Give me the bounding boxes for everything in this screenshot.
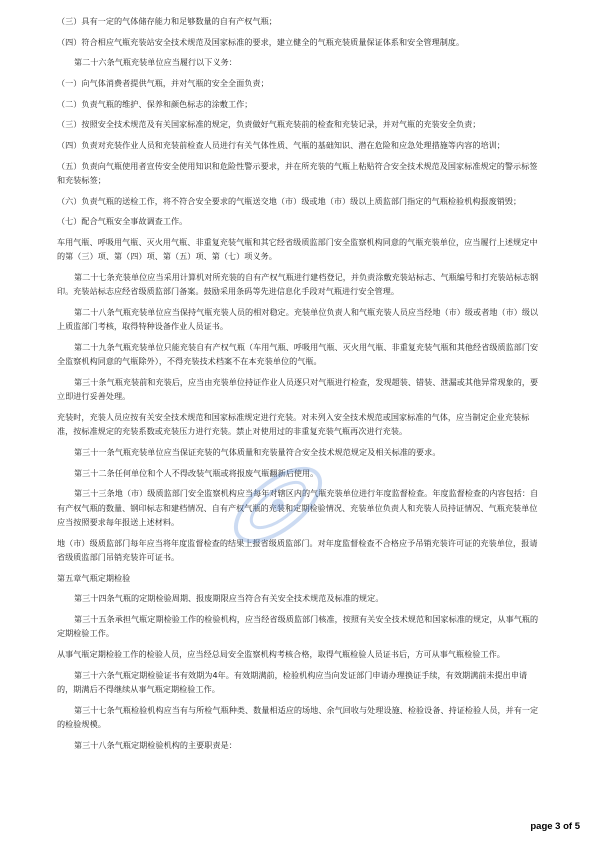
paragraph: 第二十七条充装单位应当采用计算机对所充装的自有产权气瓶进行建档登记，并负责涂敷充装站标志、气瓶编号和打充装站标志钢印。充装站标志应经省级质监部门备案。鼓励采用条码等先进信息化手段对气瓶进行安全管理。 bbox=[57, 272, 539, 297]
paragraph: 第三十二条任何单位和个人不得改装气瓶或将报废气瓶翻新后使用。 bbox=[74, 467, 319, 478]
paragraph: （五）负责向气瓶使用者宣传安全使用知识和危险性警示要求，并在所充装的气瓶上粘贴符合安全技术规范及国家标准规定的警示标签和充装标签； bbox=[57, 160, 538, 186]
paragraph: 第三十条气瓶充装前和充装后，应当由充装单位持证作业人员逐只对气瓶进行检查，发现超装、错装、泄漏或其他异常现象的，要立即进行妥善处理。 bbox=[57, 377, 539, 402]
paragraph: （三）具有一定的气体储存能力和足够数量的自有产权气瓶； bbox=[57, 16, 277, 26]
paragraph: （一）向气体消费者提供气瓶，并对气瓶的安全全面负责； bbox=[57, 78, 269, 89]
paragraph: 从事气瓶定期检验工作的检验人员，应当经总局安全监察机构考核合格，取得气瓶检验人员证书后，方可从事气瓶检验工作。 bbox=[57, 649, 505, 660]
paragraph: （四）负责对充装作业人员和充装前检查人员进行有关气体性质、气瓶的基础知识、潜在危险和应急处理措施等内容的培训； bbox=[57, 140, 505, 151]
paragraph: （六）负责气瓶的送检工作，将不符合安全要求的气瓶送交地（市）级或地（市）级以上质监部门指定的气瓶检验机构报废销毁； bbox=[57, 195, 522, 206]
paragraph: 第三十三条地（市）级质监部门安全监察机构应当每年对辖区内的气瓶充装单位进行年度监督检查。年度监督检查的内容包括：自有产权气瓶的数量、钢印标志和建档情况、自有产权气瓶的充装和定期检验情况、充装单位负责人和充装人员持证情况、气瓶充装单位应当按照要求每年报送上述材料。 bbox=[57, 488, 539, 528]
paragraph: 第三十四条气瓶的定期检验周期、报废期限应当符合有关安全技术规范及标准的规定。 bbox=[74, 593, 384, 604]
paragraph: 第二十九条气瓶充装单位只能充装自有产权气瓶（车用气瓶、呼吸用气瓶、灭火用气瓶、非重复充装气瓶和其他经省级质监部门安全监察机构同意的气瓶除外），不得充装技术档案不在本充装单位的气瓶。 bbox=[57, 342, 539, 367]
paragraph: 充装时，充装人员应按有关安全技术规范和国家标准规定进行充装。对未列入安全技术规范或国家标准的气体，应当制定企业充装标准，按标准规定的充装系数或充装压力进行充装。禁止对使用过的非重复充装气瓶再次进行充装。 bbox=[57, 412, 530, 437]
paragraph: （七）配合气瓶安全事故调查工作。 bbox=[57, 216, 188, 227]
paragraph: 第二十八条气瓶充装单位应当保持气瓶充装人员的相对稳定。充装单位负责人和气瓶充装人员应当经地（市）级或者地（市）级以上质监部门考核，取得特种设备作业人员证书。 bbox=[57, 307, 539, 332]
paragraph: 地（市）级质监部门每年应当将年度监督检查的结果上报省级质监部门。对年度监督检查不合格应予吊销充装许可证的充装单位，报请省级质监部门吊销充装许可证书。 bbox=[57, 537, 538, 563]
paragraph: 第三十五条承担气瓶定期检验工作的检验机构，应当经省级质监部门核准，按照有关安全技术规范和国家标准的规定，从事气瓶的定期检验工作。 bbox=[57, 614, 539, 639]
paragraph: 第三十一条气瓶充装单位应当保证充装的气体质量和充装量符合安全技术规范规定及相关标准的要求。 bbox=[74, 447, 441, 458]
paragraph: （四）符合相应气瓶充装站安全技术规范及国家标准的要求，建立健全的气瓶充装质量保证体系和安全管理制度。 bbox=[57, 36, 465, 47]
paragraph: 第三十六条气瓶定期检验证书有效期为4年。有效期满前，检验机构应当向发证部门申请办理换证手续，有效期满前未提出申请的，期满后不得继续从事气瓶定期检验工作。 bbox=[57, 669, 528, 695]
paragraph: 第二十六条气瓶充装单位应当履行以下义务： bbox=[74, 57, 237, 68]
page-number: page 3 of 5 bbox=[530, 821, 580, 832]
paragraph: 第三十七条气瓶检验机构应当有与所检气瓶种类、数量相适应的场地、余气回收与处理设施、检验设备、持证检验人员，并有一定的检验规模。 bbox=[57, 704, 539, 730]
paragraph: 第五章气瓶定期检验 bbox=[57, 572, 131, 583]
document-body bbox=[57, 14, 542, 758]
paragraph: （三）按照安全技术规范及有关国家标准的规定，负责做好气瓶充装前的检查和充装记录，并对气瓶的充装安全负责； bbox=[57, 119, 481, 130]
paragraph: 第三十八条气瓶定期检验机构的主要职责是： bbox=[74, 739, 237, 750]
paragraph: （二）负责气瓶的维护、保养和颜色标志的涂敷工作； bbox=[57, 98, 253, 109]
paragraph: 车用气瓶、呼吸用气瓶、灭火用气瓶、非重复充装气瓶和其它经省级质监部门安全监察机构同意的气瓶充装单位，应当履行上述规定中的第（三）项、第（四）项、第（五）项、第（七）项义务。 bbox=[57, 237, 538, 262]
